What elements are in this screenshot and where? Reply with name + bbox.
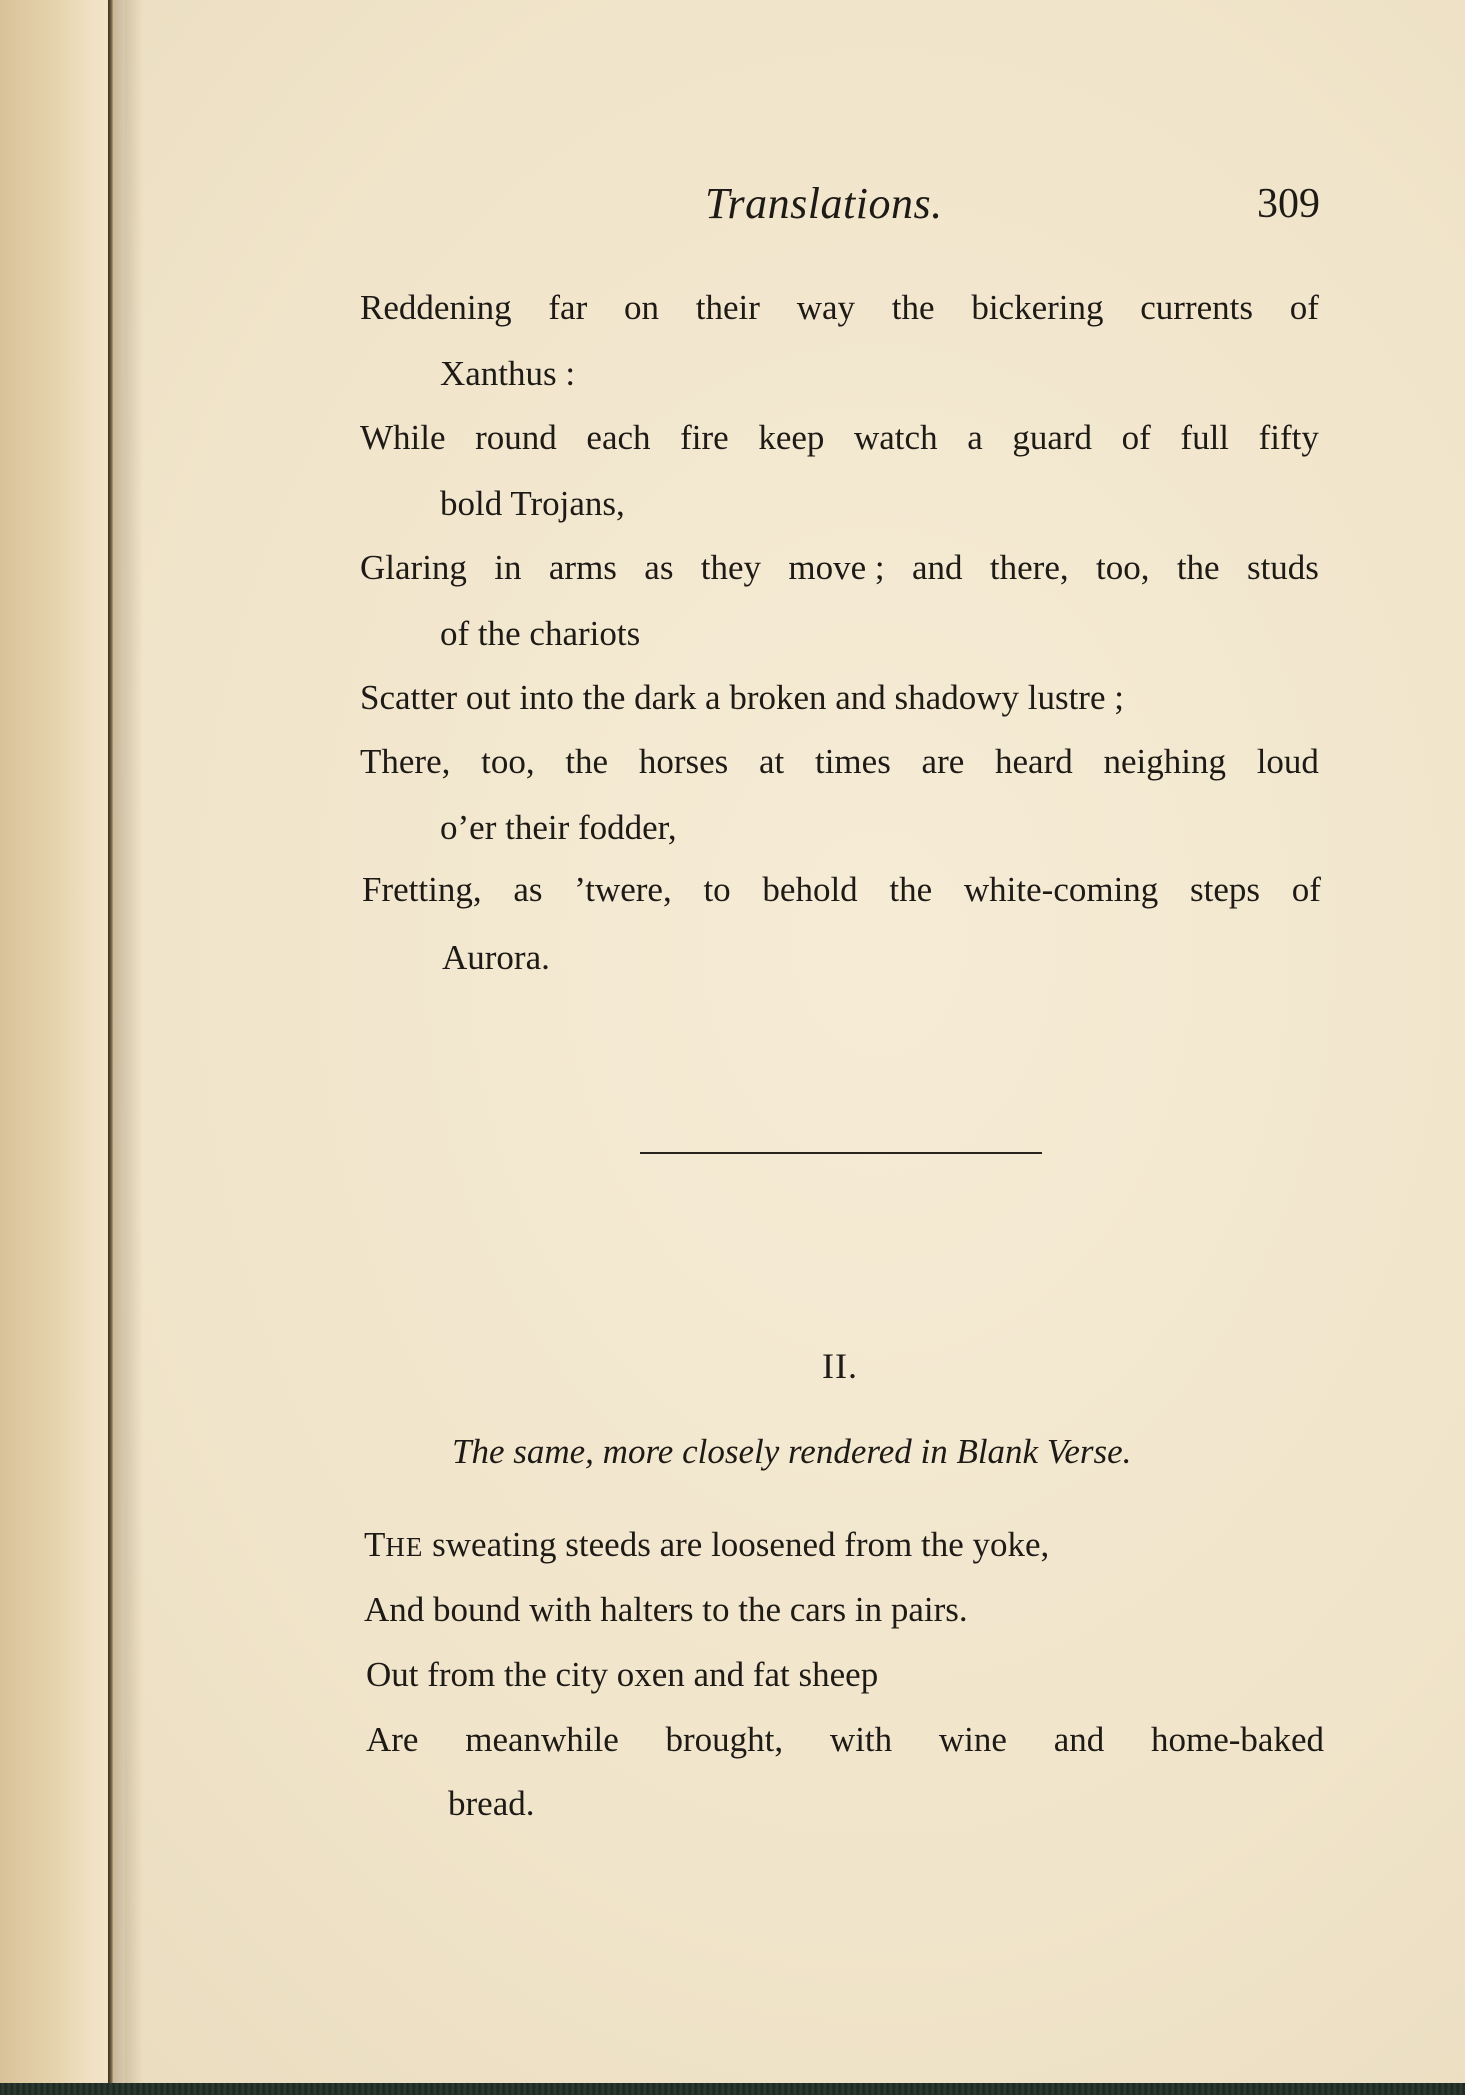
book-gutter [0,0,125,2095]
word: each [586,418,651,457]
word: times [814,742,891,781]
word: a [967,418,983,457]
word: full [1180,418,1230,457]
word: too, [1095,548,1150,587]
verse-line-10 [362,870,1321,910]
word: as [513,870,543,909]
word: and [912,548,963,587]
word: watch [854,418,938,457]
word: behold [762,870,858,909]
word: guard [1012,418,1093,457]
word: way [796,288,856,327]
word: the [889,870,933,909]
verse-line-2: Xanthus : [440,354,576,393]
small-caps-word: HE [385,1532,424,1562]
word: fifty [1258,418,1319,457]
verse-line-1 [360,288,1319,328]
spine-shadow [113,0,143,2095]
verse-line-4: bold Trojans, [440,484,625,523]
word: of [1289,288,1319,327]
word: far [548,288,588,327]
word: keep [758,418,825,457]
word: there, [989,548,1069,587]
word: the [891,288,935,327]
verse-line-6: of the chariots [440,614,641,653]
verse-line-8 [360,742,1319,782]
word: at [758,742,785,781]
verse-line-7: Scatter out into the dark a broken and shadowy lustre ; [360,678,1124,717]
verse-line-5 [360,548,1319,588]
word: move ; [788,548,885,587]
word: in [494,548,522,587]
word: and [1053,1720,1105,1759]
word: steps [1190,870,1261,909]
word: white-coming [963,870,1159,909]
line-text: sweating steeds are loosened from the yoke, [423,1525,1050,1564]
word: brought, [665,1720,784,1759]
word: Reddening [360,288,512,327]
word: of [1291,870,1321,909]
section-number: II. [822,1346,858,1386]
word: Glaring [360,548,467,587]
word: fire [680,418,729,457]
word: wine [938,1720,1007,1759]
running-title: Translations. [705,179,943,228]
running-header [360,178,1320,238]
word: on [624,288,660,327]
word: ’twere, [574,870,672,909]
verse-line-16: bread. [448,1784,535,1823]
verse-line-14: Out from the city oxen and fat sheep [366,1655,879,1694]
section-subtitle: The same, more closely rendered in Blank Verse. [452,1432,1132,1471]
word: horses [638,742,729,781]
verse-line-12 [364,1525,1049,1567]
word: studs [1246,548,1319,587]
word: While [360,418,446,457]
word: currents [1140,288,1253,327]
word: their [695,288,760,327]
word: too, [481,742,535,781]
verse-line-13: And bound with halters to the cars in pairs. [364,1590,968,1629]
word: with [829,1720,893,1759]
word: loud [1256,742,1319,781]
drop-initial: T [364,1525,386,1564]
word: Fretting, [362,870,482,909]
word: arms [548,548,617,587]
verse-line-15 [366,1720,1324,1760]
word: neighing [1103,742,1226,781]
word: bickering [971,288,1104,327]
word: of [1121,418,1151,457]
word: as [644,548,674,587]
word: heard [995,742,1073,781]
page-number: 309 [1257,181,1320,227]
verse-line-11: Aurora. [442,938,550,977]
word: meanwhile [465,1720,619,1759]
section-divider [640,1152,1042,1154]
word: Are [366,1720,419,1759]
word: round [475,418,557,457]
word: home-baked [1151,1720,1324,1759]
verse-line-3 [360,418,1319,458]
verse-line-9: o’er their fodder, [440,808,677,847]
word: to [703,870,731,909]
word: they [700,548,762,587]
page-bottom-edge [0,2083,1465,2095]
word: the [1176,548,1220,587]
word: There, [360,742,451,781]
word: the [565,742,609,781]
word: are [921,742,965,781]
